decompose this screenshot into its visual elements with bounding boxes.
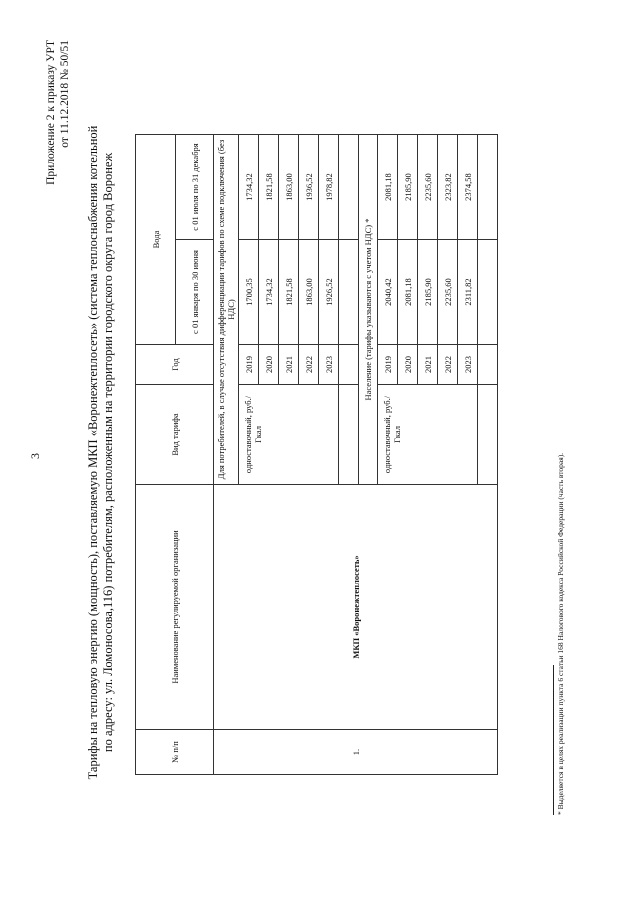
organization-name: МКП «Воронежтеплосеть»	[214, 485, 498, 730]
header-num: № п/п	[136, 730, 214, 775]
value-cell: 2311,82	[458, 240, 478, 345]
title-line-1: Тарифы на тепловую энергию (мощность), поставляемую МКП «Воронежтеплосеть» (система теплоснабжения котельной	[86, 125, 100, 780]
section-row	[214, 135, 239, 775]
value-cell: 1926,52	[319, 240, 339, 345]
year-cell: 2020	[259, 345, 279, 385]
document-title	[86, 0, 116, 905]
header-period-2: с 01 июля по 31 декабря	[176, 135, 214, 240]
tariff-table	[135, 134, 498, 775]
row-number: 1.	[214, 730, 498, 775]
footnote: * Выделяется в целях реализации пункта 6 статьи 168 Налогового кодекса Российской Федерации (часть вторая).	[556, 452, 565, 815]
section-title: Для потребителей, в случае отсутствия дифференциации тарифов по схеме подключения (без НДС)	[214, 135, 239, 485]
value-cell: 2081,18	[398, 240, 418, 345]
value-cell: 1863,00	[299, 240, 319, 345]
value-cell: 2081,18	[378, 135, 398, 240]
tariff-kind-cell: одноставочный, руб./Гкал	[239, 385, 339, 485]
header-period-1: с 01 января по 30 июня	[176, 240, 214, 345]
page-number: 3	[28, 453, 42, 459]
value-cell: 1734,32	[239, 135, 259, 240]
year-cell: 2021	[418, 345, 438, 385]
value-cell: 2040,42	[378, 240, 398, 345]
value-cell: 2235,60	[418, 135, 438, 240]
year-cell: 2023	[458, 345, 478, 385]
header-org-name: Наименование регулируемой организации	[136, 485, 214, 730]
value-cell: 2185,90	[398, 135, 418, 240]
appendix-line-2: от 11.12.2018 № 50/51	[59, 40, 71, 148]
value-cell: 2185,90	[418, 240, 438, 345]
year-cell: 2019	[378, 345, 398, 385]
year-cell: 2022	[438, 345, 458, 385]
header-water-group: Вода	[136, 135, 176, 345]
value-cell: 1863,00	[279, 135, 299, 240]
header-year: Год	[136, 345, 214, 385]
year-cell: 2020	[398, 345, 418, 385]
value-cell: 1734,32	[259, 240, 279, 345]
value-cell: 2323,82	[438, 135, 458, 240]
value-cell: 1821,58	[259, 135, 279, 240]
year-cell: 2023	[319, 345, 339, 385]
value-cell: 1978,82	[319, 135, 339, 240]
year-cell: 2019	[239, 345, 259, 385]
value-cell: 1936,52	[299, 135, 319, 240]
value-cell: 1821,58	[279, 240, 299, 345]
value-cell: 2235,60	[438, 240, 458, 345]
title-line-2: по адресу: ул. Ломоносова,116) потребителям, расположенным на территории городского округа город Воронеж	[101, 152, 115, 753]
value-cell: 1700,35	[239, 240, 259, 345]
section-title: Население (тарифы указываются с учетом НДС) *	[359, 135, 378, 485]
header-row	[136, 135, 176, 775]
year-cell: 2022	[299, 345, 319, 385]
tariff-kind-cell: одноставочный, руб./Гкал	[378, 385, 478, 485]
footnote-divider	[553, 665, 554, 815]
value-cell: 2374,58	[458, 135, 478, 240]
header-tariff-kind: Вид тарифа	[136, 385, 214, 485]
year-cell: 2021	[279, 345, 299, 385]
appendix-reference	[44, 40, 72, 185]
appendix-line-1: Приложение 2 к приказу УРТ	[45, 40, 57, 185]
